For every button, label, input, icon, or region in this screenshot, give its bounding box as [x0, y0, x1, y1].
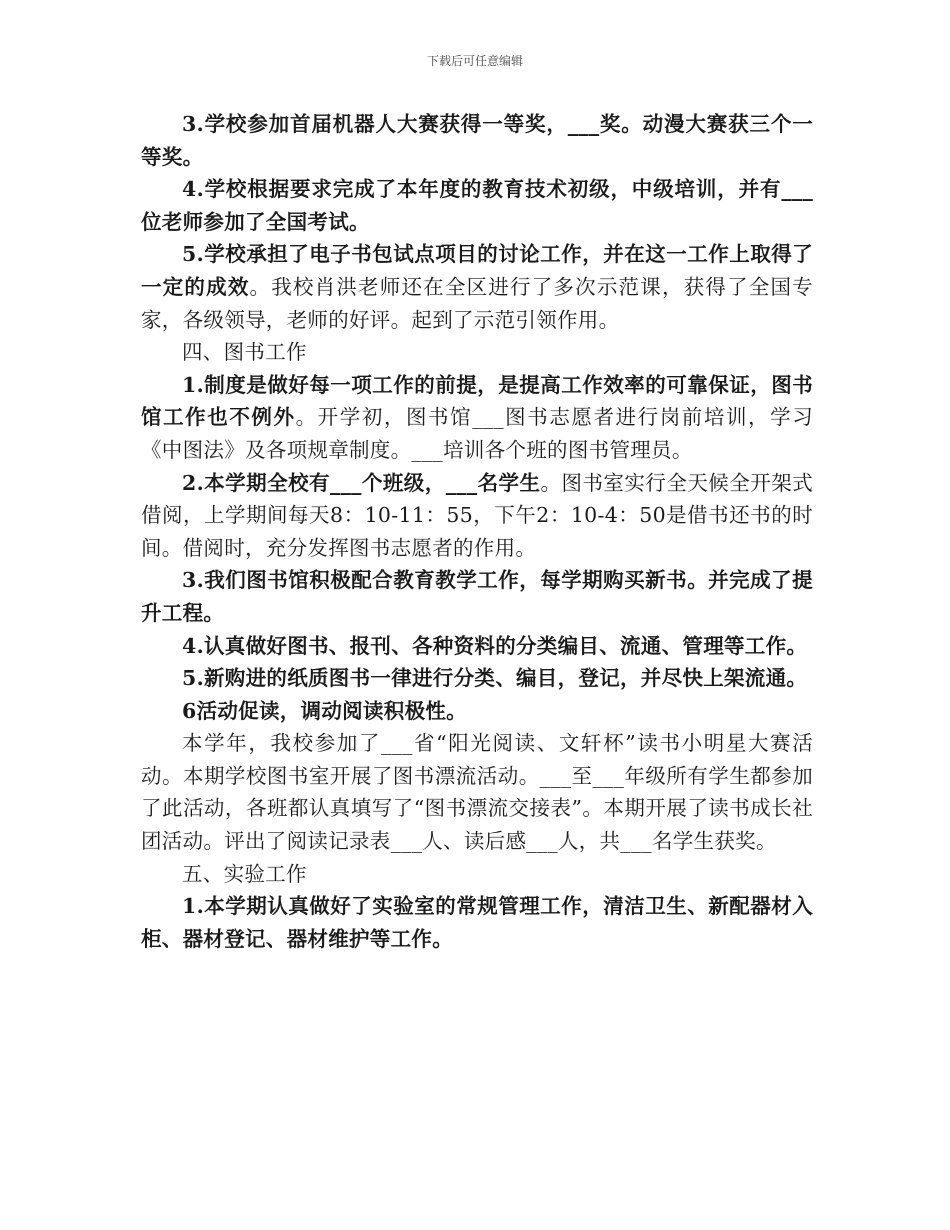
paragraph	[141, 173, 813, 238]
paragraph	[141, 695, 813, 728]
paragraph-bold-text: 4.学校根据要求完成了本年度的教育技术初级，中级培训，并有___位老师参加了全国考试。	[141, 177, 813, 234]
paragraph	[141, 727, 813, 857]
paragraph	[141, 369, 813, 467]
paragraph-text: 本学年，我校参加了___省“阳光阅读、文轩杯”读书小明星大赛活动。本期学校图书室开展了图书漂流活动。___至___年级所有学生都参加了此活动，各班都认真填写了“图书漂流交接表”。本期开展了读书成长社团活动。评出了阅读记录表___人、读后感___人，共___名学生获奖。	[141, 731, 813, 854]
paragraph	[141, 890, 813, 955]
paragraph-bold-text: 6活动促读，调动阅读积极性。	[182, 698, 467, 723]
paragraph	[141, 108, 813, 173]
paragraph-text: 。开学初，图书馆___图书志愿者进行岗前培训，学习《中图法》及各项规章制度。___培训各个班的图书管理员。	[141, 405, 814, 462]
section-heading-text: 五、实验工作	[182, 861, 307, 886]
paragraph	[141, 467, 813, 565]
paragraph	[141, 238, 813, 336]
document-body	[141, 108, 813, 955]
paragraph-bold-text: 2.本学期全校有___个班级，___名学生	[182, 470, 541, 495]
paragraph-bold-text: 3.我们图书馆积极配合教育教学工作，每学期购买新书	[182, 568, 688, 593]
paragraph	[141, 630, 813, 663]
paragraph	[141, 564, 813, 629]
section-heading-text: 四、图书工作	[182, 340, 307, 365]
paragraph-bold-text: 3.学校参加首届机器人大赛获得一等奖，___奖。动漫大赛获三个一等奖。	[141, 112, 813, 169]
paragraph-bold-text: 5.学校承担了电子书包试点项目的讨论工作，并在这一工作上取得了一定的成效	[141, 242, 813, 299]
paragraph-text: 。我校肖洪老师还在全区进行了多次示范课，获得了全国专家，各级领导，老师的好评。起到了示范引领作用。	[141, 274, 813, 332]
paragraph-bold-text: 1.本学期认真做好了实验室的常规管理工作，清洁卫生、新配器材入柜、器材登记、器材维护等工作。	[141, 894, 813, 951]
paragraph-bold-text: 4.认真做好图书、报刊、各种资料的分类编目、流通、管理等工作。	[182, 633, 808, 658]
paragraph-text: 。图书室实行全天候全开架式借阅，上学期间每天8：10-11：55，下午2：10-4：50是借书还书的时间。借阅时，充分发挥图书志愿者的作用。	[141, 470, 813, 560]
page-header: 下载后可任意编辑	[426, 54, 523, 68]
paragraph	[141, 662, 813, 695]
paragraph-bold-text: 5.新购进的纸质图书一律进行分类、编目，登记，并尽快上架流通。	[182, 666, 808, 691]
section-heading	[141, 336, 813, 369]
section-heading	[141, 858, 813, 891]
paragraph-bold-text: 1.制度是做好每一项工作的前提，是提高工作效率的可靠保证，图书馆工作也不例外	[141, 372, 813, 430]
paragraph-text: 。并完成了提升工程。	[141, 568, 813, 625]
